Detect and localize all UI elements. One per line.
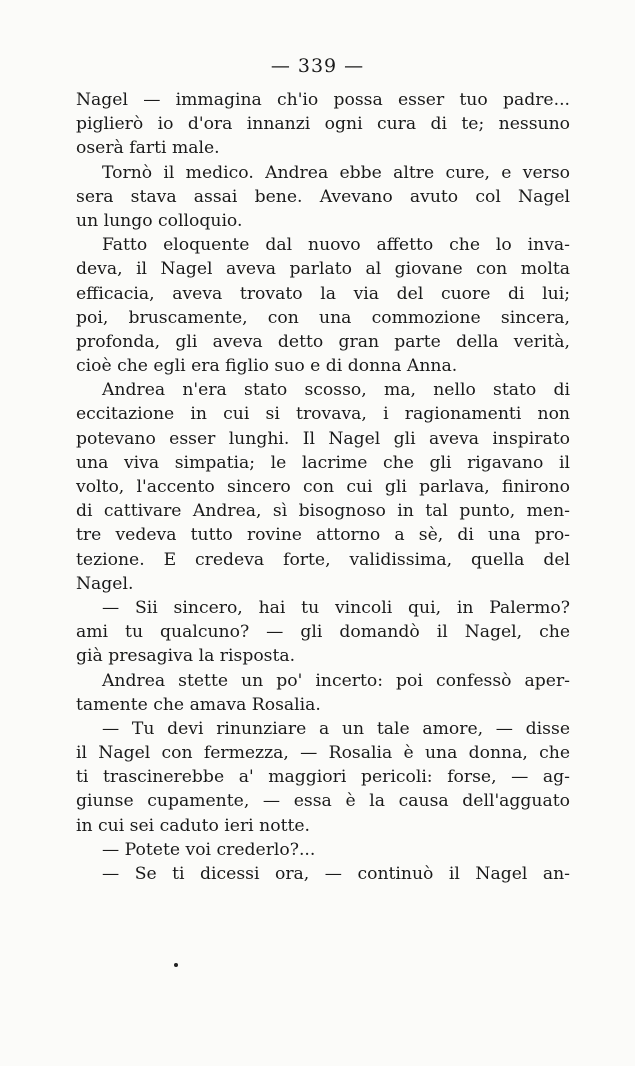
- text-line: di cattivare Andrea, sì bisognoso in tal punto, men-: [76, 501, 570, 522]
- text-line: — Se ti dicessi ora, — continuò il Nagel an-: [102, 864, 570, 884]
- text-line: Nagel.: [76, 573, 134, 594]
- text-line: tamente che amava Rosalia.: [76, 694, 321, 715]
- text-line: in cui sei caduto ieri notte.: [76, 815, 311, 836]
- text-line: — Sii sincero, hai tu vincoli qui, in Palermo?: [102, 597, 570, 618]
- text-line: Fatto eloquente dal nuovo affetto che lo inva-: [102, 235, 570, 256]
- text-line: una viva simpatia; le lacrime che gli rigavano il: [76, 452, 570, 473]
- text-line: — Potete voi crederlo?...: [102, 839, 316, 860]
- text-line: il Nagel con fermezza, — Rosalia è una donna, che: [76, 743, 570, 764]
- text-line: ami tu qualcuno? — gli domandò il Nagel, che: [76, 622, 570, 643]
- text-line: tre vedeva tutto rovine attorno a sè, di una pro-: [76, 525, 570, 546]
- body-text: [76, 88, 570, 886]
- text-line: Andrea stette un po' incerto: poi confessò aper-: [102, 670, 570, 691]
- text-line: piglierò io d'ora innanzi ogni cura di te; nessuno: [76, 114, 570, 135]
- ink-dot: [174, 963, 178, 967]
- text-line: poi, bruscamente, con una commozione sincera,: [76, 307, 570, 328]
- text-line: oserà farti male.: [76, 138, 220, 159]
- text-line: Nagel — immagina ch'io possa esser tuo padre...: [76, 90, 570, 110]
- text-line: Andrea n'era stato scosso, ma, nello stato di: [102, 380, 570, 401]
- text-line: già presagiva la risposta.: [76, 646, 296, 667]
- text-line: tezione. E credeva forte, validissima, quella del: [76, 549, 570, 570]
- text-line: giunse cupamente, — essa è la causa dell'agguato: [76, 791, 570, 812]
- text-line: ti trascinerebbe a' maggiori pericoli: forse, — ag-: [76, 767, 570, 788]
- text-line: deva, il Nagel aveva parlato al giovane con molta: [76, 259, 570, 280]
- page-number: — 339 —: [270, 55, 365, 77]
- text-line: efficacia, aveva trovato la via del cuore di lui;: [76, 283, 570, 304]
- text-line: — Tu devi rinunziare a un tale amore, — disse: [102, 718, 570, 739]
- text-line: volto, l'accento sincero con cui gli parlava, finirono: [76, 477, 570, 497]
- text-line: sera stava assai bene. Avevano avuto col Nagel: [76, 186, 570, 207]
- text-line: cioè che egli era figlio suo e di donna Anna.: [76, 356, 458, 377]
- text-line: potevano esser lunghi. Il Nagel gli aveva inspirato: [76, 428, 570, 449]
- text-line: profonda, gli aveva detto gran parte della verità,: [76, 331, 570, 352]
- text-line: eccitazione in cui si trovava, i ragionamenti non: [76, 404, 570, 425]
- text-line: Tornò il medico. Andrea ebbe altre cure, e verso: [102, 162, 570, 183]
- text-line: un lungo colloquio.: [76, 210, 243, 231]
